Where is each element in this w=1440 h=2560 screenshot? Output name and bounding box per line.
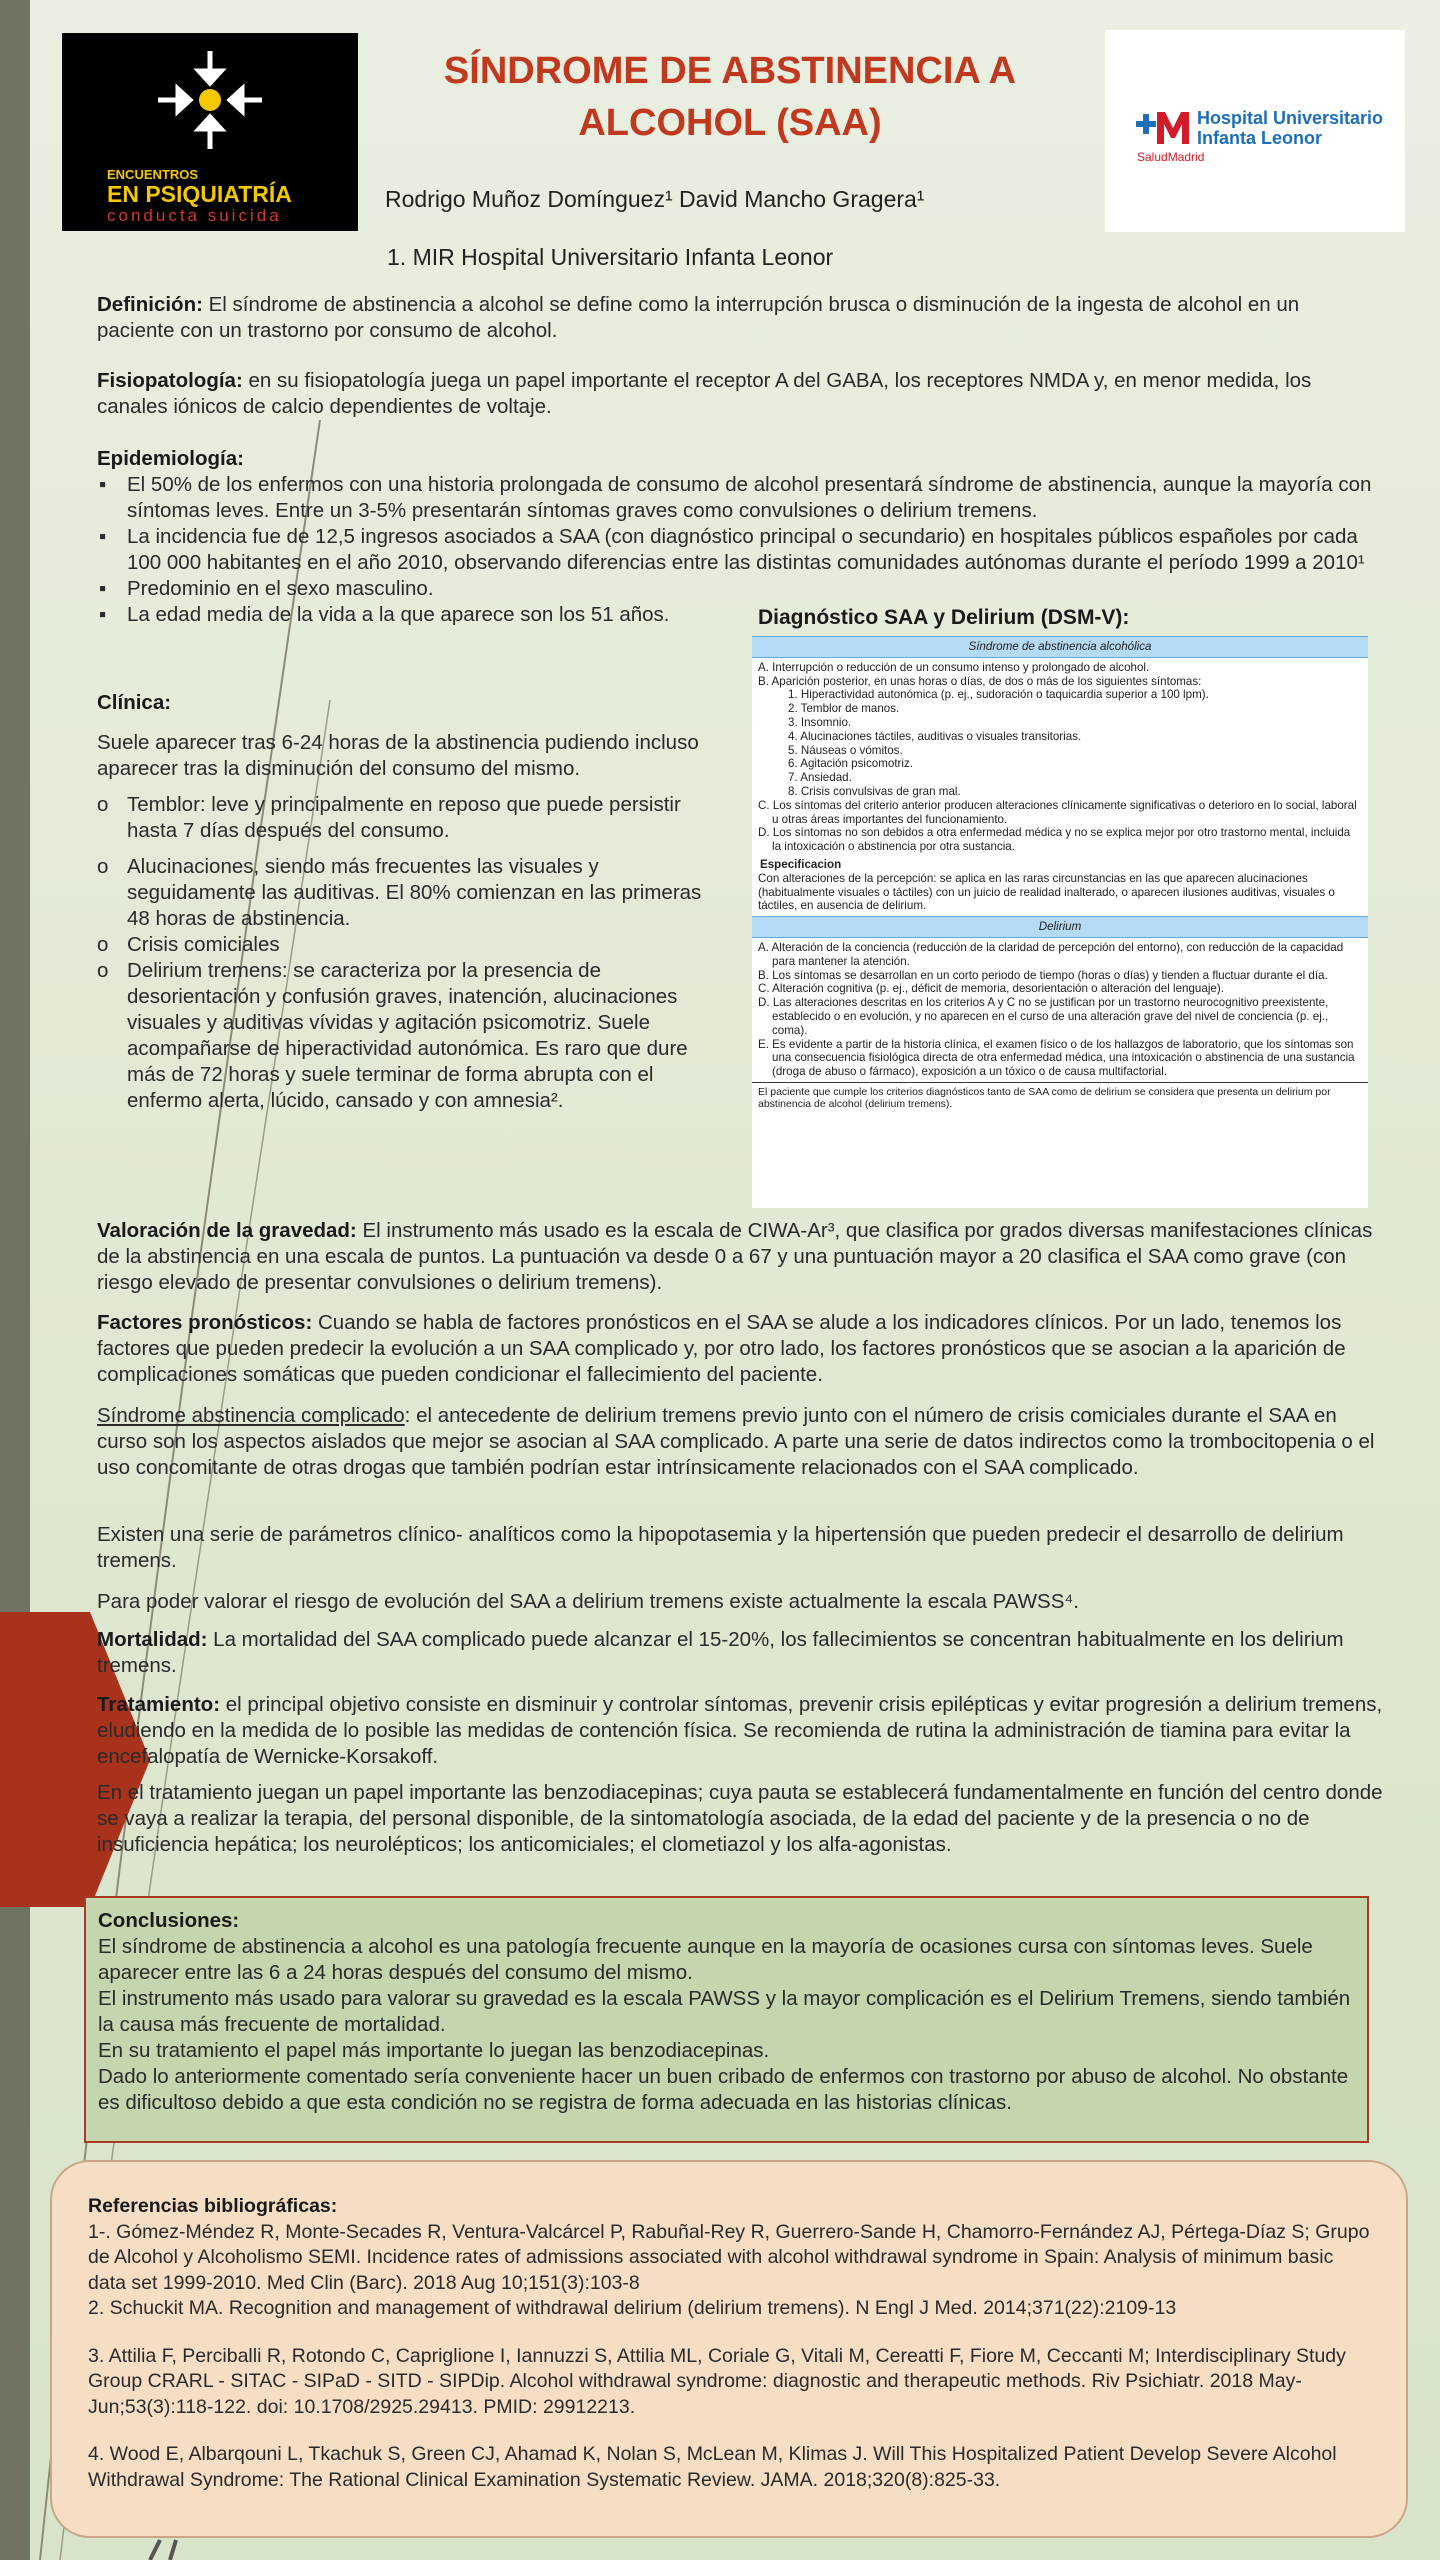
list-item: ▪ Predominio en el sexo masculino. xyxy=(127,576,1397,602)
clinica-intro: Suele aparecer tras 6-24 horas de la abstinencia pudiendo incluso aparecer tras la disminución del consumo del mismo. xyxy=(97,731,699,780)
mortalidad-text: La mortalidad del SAA complicado puede alcanzar el 15-20%, los fallecimientos se concentran habitualmente en los delirium tremens. xyxy=(97,1628,1344,1677)
valoracion-section xyxy=(97,1218,1382,1296)
fisiopatologia-section xyxy=(97,368,1387,420)
dsm-subitem: 1. Hiperactividad autonómica (p. ej., sudoración o taquicardia superior a 100 lpm). xyxy=(788,688,1209,702)
fisiopatologia-text: en su fisiopatología juega un papel importante el receptor A del GABA, los receptores NMDA y, en menor medida, los canales iónicos de calcio dependientes de voltaje. xyxy=(97,369,1312,418)
conclusion-line: En su tratamiento el papel más importante lo juegan las benzodiacepinas. xyxy=(98,2039,770,2062)
definicion-label: Definición: xyxy=(97,293,203,316)
dsm-criterion: B. Los síntomas se desarrollan en un corto periodo de tiempo (horas o días) y tienden a fluctuar durante el día. xyxy=(758,968,1328,982)
logo-text-encuentros: ENCUENTROS xyxy=(107,167,199,182)
hospital-logo xyxy=(1105,30,1405,232)
mortalidad-label: Mortalidad: xyxy=(97,1628,208,1651)
conclusion-line: El síndrome de abstinencia a alcohol es una patología frecuente aunque en la mayoría de ocasiones cursa con síntomas leves. Suele aparecer entre las 6 a 24 horas después del consumo del mismo. xyxy=(98,1935,1313,1984)
left-decorative-strip xyxy=(0,0,30,2560)
dsm-delirium-criteria xyxy=(752,938,1368,1082)
logo-text-conducta: conducta suicida xyxy=(107,206,282,225)
definicion-section xyxy=(97,292,1382,344)
dsm-criterion: B. Aparición posterior, en unas horas o días, de dos o más de los siguientes síntomas: xyxy=(758,674,1202,688)
dsm-subitem: 6. Agitación psicomotriz. xyxy=(788,757,914,771)
valoracion-text: El instrumento más usado es la escala de CIWA-Ar³, que clasifica por grados diversas manifestaciones clínicas de la abstinencia en una escala de puntos. La puntuación va desde 0 a 67 y una puntuación mayor a 20 clasifica el SAA como grave (con riesgo elevado de presentar convulsiones o delirium tremens). xyxy=(97,1219,1373,1294)
epidemiologia-section xyxy=(97,446,1397,628)
epidemiologia-list xyxy=(97,472,1397,628)
list-item: ▪ La incidencia fue de 12,5 ingresos asociados a SAA (con diagnóstico principal o secundario) en hospitales públicos españoles por cada 100 000 habitantes en el año 2010, observando diferencias entre las distintas comunidades autónomas durante el período 1999 a 2010¹ xyxy=(127,524,1397,576)
referencias-box xyxy=(50,2160,1408,2538)
conclusiones-box xyxy=(84,1896,1369,2143)
reference-item: 2. Schuckit MA. Recognition and management of withdrawal delirium (delirium tremens). N Engl J Med. 2014;371(22):2109-13 xyxy=(88,2297,1177,2319)
dsm-subitem: 2. Temblor de manos. xyxy=(788,702,900,716)
complicado-text: : el antecedente de delirium tremens previo junto con el número de crisis comiciales durante el SAA en curso son los aspectos aislados que mejor se asocian al SAA complicado. A parte una serie de datos indirectos como la trombocitopenia o el uso concomitante de otras drogas que también podrían estar intrínsicamente relacionados con el SAA complicado. xyxy=(97,1404,1375,1479)
list-item: o Delirium tremens: se caracteriza por la presencia de desorientación y confusión graves, inatención, alucinaciones visuales y auditivas vívidas y agitación psicomotriz. Suele acompañarse de hiperactividad autonómica. Es raro que dure más de 72 horas y suele terminar de forma abrupta con el enfermo alerta, lúcido, cansado y con amnesia². xyxy=(127,958,712,1114)
valoracion-label: Valoración de la gravedad: xyxy=(97,1219,357,1242)
tratamiento-text-2: En el tratamiento juegan un papel importante las benzodiacepinas; cuya pauta se establecerá fundamentalmente en función del centro donde se vaya a realizar la terapia, del personal disponible, de la sintomatología asociada, de la edad del paciente y de la presencia o no de insuficiencia hepática; los neurolépticos; los anticomiciales; el clometiazol y los alfa-agonistas. xyxy=(97,1781,1383,1856)
red-decorative-shape xyxy=(0,1612,90,1907)
madrid-star-m-icon xyxy=(1135,108,1195,150)
list-item: ▪ La edad media de la vida a la que aparece son los 51 años. xyxy=(127,602,1397,628)
conclusiones-label: Conclusiones: xyxy=(98,1909,240,1932)
saludmadrid-label: SaludMadrid xyxy=(1137,150,1205,164)
pawss-paragraph: Para poder valorar el riesgo de evolución del SAA a delirium tremens existe actualmente la escala PAWSS⁴. xyxy=(97,1590,1079,1613)
poster-title xyxy=(380,45,1080,149)
logo-text-psiquiatria: EN PSIQUIATRÍA xyxy=(107,181,292,207)
list-item: ▪ El 50% de los enfermos con una historia prolongada de consumo de alcohol presentará síndrome de abstinencia, aunque la mayoría con síntomas leves. Entre un 3-5% presentarán síntomas graves como convulsiones o delirium tremens. xyxy=(127,472,1397,524)
conclusion-line: El instrumento más usado para valorar su gravedad es la escala PAWSS y la mayor complicación es el Delirium Tremens, siendo también la causa más frecuente de mortalidad. xyxy=(98,1987,1351,2036)
dsm-criterion: C. Alteración cognitiva (p. ej., déficit de memoria, desorientación o alteración del lenguaje). xyxy=(758,982,1224,996)
reference-item: 3. Attilia F, Perciballi R, Rotondo C, Capriglione I, Iannuzzi S, Attilia ML, Coriale G, Vitali M, Cereatti F, Fiore M, Ceccanti M; Interdisciplinary Study Group CRARL - SITAC - SIPaD - SITD - SIPDip. Alcohol withdrawal syndrome: diagnostic and therapeutic methods. Riv Psichiatr. 2018 May-Jun;53(3):118-122. doi: 10.1708/2925.29413. PMID: 29912213. xyxy=(88,2344,1346,2418)
referencias-label: Referencias bibliográficas: xyxy=(88,2195,338,2217)
encuentros-psiquiatria-logo xyxy=(62,33,358,231)
authors: Rodrigo Muñoz Domínguez¹ David Mancho Gragera¹ xyxy=(385,186,925,212)
reference-item: 4. Wood E, Albarqouni L, Tkachuk S, Green CJ, Ahamad K, Nolan S, McLean M, Klimas J. Will This Hospitalized Patient Develop Severe Alcohol Withdrawal Syndrome: The Rational Clinical Examination Systematic Review. JAMA. 2018;320(8):825-33. xyxy=(88,2443,1337,2491)
dsm-subitem: 4. Alucinaciones táctiles, auditivas o visuales transitorias. xyxy=(788,729,1082,743)
dsm-saa-criteria xyxy=(752,658,1368,916)
dsm-criterion: A. Alteración de la conciencia (reducción de la claridad de percepción del entorno), con reducción de la capacidad para mantener la atención. xyxy=(758,940,1344,968)
arrows-sun-icon xyxy=(62,33,358,163)
parametros-paragraph: Existen una serie de parámetros clínico- analíticos como la hipopotasemia y la hipertensión que pueden predecir el desarrollo de delirium tremens. xyxy=(97,1523,1344,1572)
dsm-subitem: 3. Insomnio. xyxy=(788,715,852,729)
list-item: o Temblor: leve y principalmente en reposo que puede persistir hasta 7 días después del consumo. xyxy=(127,792,712,844)
tratamiento-label: Tratamiento: xyxy=(97,1693,221,1716)
title-line-1: SÍNDROME DE ABSTINENCIA A xyxy=(443,50,1017,92)
dsm-criterion: E. Es evidente a partir de la historia clínica, el examen físico o de los hallazgos de laboratorio, que los síntomas son una consecuencia fisiológica directa de otra enfermedad médica, una intoxicación o abstinencia de una sustancia (droga de abuso o fármaco), exposición a un tóxico o de causa multifactorial. xyxy=(758,1037,1355,1079)
mortalidad-section xyxy=(97,1627,1387,1679)
dsm-especificacion-label: Especificacion xyxy=(760,857,842,871)
dsm-subitem: 8. Crisis convulsivas de gran mal. xyxy=(788,784,961,798)
definicion-text: El síndrome de abstinencia a alcohol se define como la interrupción brusca o disminución de la ingesta de alcohol en un paciente con un trastorno por consumo de alcohol. xyxy=(97,293,1300,342)
dsm-subitem: 5. Náuseas o vómitos. xyxy=(788,743,903,757)
reference-item: 1-. Gómez-Méndez R, Monte-Secades R, Ventura-Valcárcel P, Rabuñal-Rey R, Guerrero-Sande H, Chamorro-Fernández AJ, Pértega-Díaz S; Grupo de Alcohol y Alcoholismo SEMI. Incidence rates of admissions associated with alcohol withdrawal syndrome in Spain: Analysis of minimum basic data set 1999-2010. Med Clin (Barc). 2018 Aug 10;151(3):103-8 xyxy=(88,2220,1370,2294)
dsm-title: Diagnóstico SAA y Delirium (DSM-V): xyxy=(758,606,1130,629)
dsm-footer-note: El paciente que cumple los criterios diagnósticos tanto de SAA como de delirium se considera que presenta un delirium por abstinencia de alcohol (delirium tremens). xyxy=(752,1082,1368,1114)
dsm-especificacion-text: Con alteraciones de la percepción: se aplica en las raras circunstancias en las que aparecen alucinaciones (habitualmente visuales o táctiles) con un juicio de realidad inalterado, o aparecen ilusiones auditivas, visuales o táctiles, en ausencia de delirium. xyxy=(758,871,1335,913)
factores-text: Cuando se habla de factores pronósticos en el SAA se alude a los indicadores clínicos. Por un lado, tenemos los factores que pueden predecir la evolución a un SAA complicado y, por otro lado, los factores pronósticos que se asocian a la aparición de complicaciones somáticas que pueden condicionar el fallecimiento del paciente. xyxy=(97,1311,1346,1386)
list-item: o Alucinaciones, siendo más frecuentes las visuales y seguidamente las auditivas. El 80% comienzan en las primeras 48 horas de abstinencia. xyxy=(127,854,712,932)
title-line-2: ALCOHOL (SAA) xyxy=(578,102,882,144)
affiliation: 1. MIR Hospital Universitario Infanta Leonor xyxy=(387,244,834,270)
dsm-criterion: C. Los síntomas del criterio anterior producen alteraciones clínicamente significativas o deterioro en lo social, laboral u otras áreas importantes del funcionamiento. xyxy=(758,798,1357,826)
clinica-label: Clínica: xyxy=(97,691,172,714)
hospital-name-line-1: Hospital Universitario xyxy=(1197,108,1384,128)
fisiopatologia-label: Fisiopatología: xyxy=(97,369,243,392)
list-item: o Crisis comiciales xyxy=(127,932,712,958)
conclusion-line: Dado lo anteriormente comentado sería conveniente hacer un buen cribado de enfermos con trastorno por abuso de alcohol. No obstante es dificultoso debido a que esta condición no se registra de forma adecuada en las historias clínicas. xyxy=(98,2065,1349,2114)
dsm-bar-saa: Síndrome de abstinencia alcohólica xyxy=(752,636,1368,658)
dsm-criterion: D. Las alteraciones descritas en los criterios A y C no se justifican por un trastorno neurocognitivo preexistente, establecido o en evolución, y no aparecen en el curso de una alteración grave del nivel de conciencia (p. ej., coma). xyxy=(758,996,1329,1037)
tratamiento-text: el principal objetivo consiste en disminuir y controlar síntomas, prevenir crisis epilépticas y evitar progresión a delirium tremens, eludiendo en la medida de lo posible las medidas de contención física. Se recomienda de rutina la administración de tiamina para evitar la encefalopatía de Wernicke-Korsakoff. xyxy=(97,1693,1383,1768)
factores-label: Factores pronósticos: xyxy=(97,1311,313,1334)
complicado-section xyxy=(97,1403,1387,1481)
epidemiologia-label: Epidemiología: xyxy=(97,447,244,470)
hospital-name-line-2: Infanta Leonor xyxy=(1197,128,1322,148)
dsm-criterion: D. Los síntomas no son debidos a otra enfermedad médica y no se explica mejor por otro trastorno mental, incluida la intoxicación o abstinencia por otra sustancia. xyxy=(758,826,1351,854)
dsm-criterion: A. Interrupción o reducción de un consumo intenso y prolongado de alcohol. xyxy=(758,660,1150,674)
factores-section xyxy=(97,1310,1387,1388)
clinica-list xyxy=(97,792,712,1114)
clinica-section xyxy=(97,690,712,1114)
hospital-name xyxy=(1197,108,1383,148)
dsm-criteria-table xyxy=(752,636,1368,1208)
tratamiento-section xyxy=(97,1692,1387,1858)
dsm-bar-delirium: Delirium xyxy=(752,916,1368,938)
dsm-subitem: 7. Ansiedad. xyxy=(788,771,852,785)
complicado-label: Síndrome abstinencia complicado xyxy=(97,1404,405,1427)
